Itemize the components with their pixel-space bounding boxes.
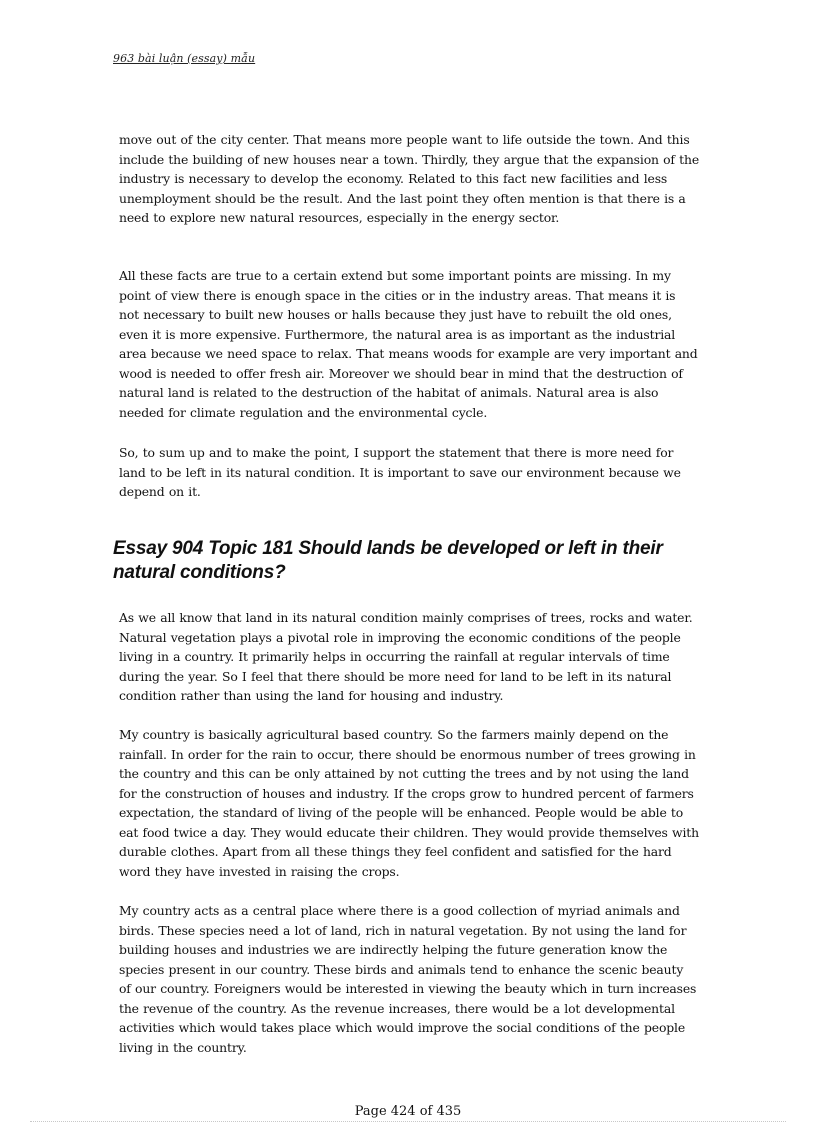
continuation-paragraph-1: move out of the city center. That means more people want to life outside the town. And this include the building of new houses near a town. Thirdly, they argue that the expansion of the industry is necessary to develop the economy. Related to this fact new facilities and less unemployment should be the result. And the last point they often mention is that there is a need to explore new natural resources, especially in the energy sector. [119, 132, 700, 225]
continuation-paragraph-2: All these facts are true to a certain extend but some important points are missing. In my point of view there is enough space in the cities or in the industry areas. That means it is not necessary to built new houses or halls because they just have to rebuilt the old ones, even it is more expensive. Furthermore, the natural area is as important as the industrial area because we need space to relax. That means woods for example are very important and wood is needed to offer fresh air. Moreover we should bear in mind that the destruction of natural land is related to the destruction of the habitat of animals. Natural area is also needed for climate regulation and the environmental cycle. [119, 268, 698, 420]
essay-paragraph-1: As we all know that land in its natural condition mainly comprises of trees, rocks and water. Natural vegetation plays a pivotal role in improving the economic conditions of the people living in a country. It primarily helps in occurring the rainfall at regular intervals of time during the year. So I feel that there should be more need for land to be left in its natural condition rather than using the land for housing and industry. [119, 610, 693, 703]
essay-paragraph-2: My country is basically agricultural based country. So the farmers mainly depend on the rainfall. In order for the rain to occur, there should be enormous number of trees growing in the country and this can be only attained by not cutting the trees and by not using the land for the construction of houses and industry. If the crops grow to hundred percent of farmers expectation, the standard of living of the people will be enhanced. People would be able to eat food twice a day. They would educate their children. They would provide themselves with durable clothes. Apart from all these things they feel confident and satisfied for the hard word they have invested in raising the crops. [119, 727, 699, 879]
essay-heading: Essay 904 Topic 181 Should lands be developed or left in their natural conditions? [113, 538, 663, 583]
footer-divider [30, 1121, 786, 1122]
conclusion-paragraph: So, to sum up and to make the point, I support the statement that there is more need for land to be left in its natural condition. It is important to save our environment because we depend on it. [119, 445, 681, 499]
essay-paragraph-3: My country acts as a central place where there is a good collection of myriad animals and birds. These species need a lot of land, rich in natural vegetation. By not using the land for building houses and industries we are indirectly helping the future generation know the species present in our country. These birds and animals tend to enhance the scenic beauty of our country. Foreigners would be interested in viewing the beauty which in turn increases the revenue of the country. As the revenue increases, there would be a lot developmental activities which would takes place which would improve the social conditions of the people living in the country. [119, 903, 697, 1055]
page-number: Page 424 of 435 [354, 1104, 462, 1119]
header-note: 963 bài luận (essay) mẫu [113, 52, 256, 65]
